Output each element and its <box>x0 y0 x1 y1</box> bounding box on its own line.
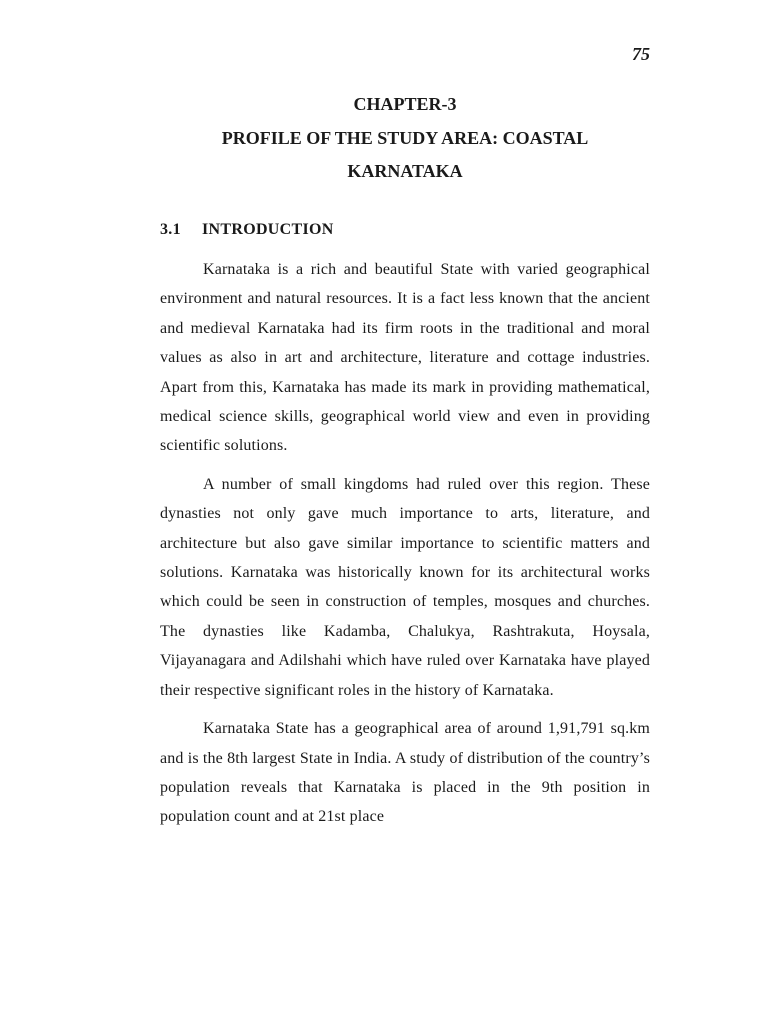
paragraph-3: Karnataka State has a geographical area of around 1,91,791 sq.km and is the 8th largest State in India. A study of distribution of the country’s population reveals that Karnataka is placed in the 9th position in population count and at 21st place <box>160 720 650 826</box>
chapter-title-line-1: PROFILE OF THE STUDY AREA: COASTAL <box>221 127 589 148</box>
paragraph-2: A number of small kingdoms had ruled over this region. These dynasties not only gave much importance to arts, literature, and architecture but also gave similar importance to scientific matters and solutions. Karnataka was historically known for its architectural works which could be seen in construction of temples, mosques and churches. The dynasties like Kadamba, Chalukya, Rashtrakuta, Hoysala, Vijayanagara and Adilshahi which have ruled over Karnataka have played their respective significant roles in the history of Karnataka. <box>160 475 650 699</box>
section-number: 3.1 <box>160 221 181 238</box>
chapter-title-line-2: KARNATAKA <box>347 161 463 181</box>
page-number: 75 <box>632 44 650 64</box>
chapter-label: CHAPTER-3 <box>353 94 457 114</box>
section-title: INTRODUCTION <box>202 221 334 238</box>
body-text <box>160 255 650 841</box>
chapter-heading <box>160 88 650 189</box>
paragraph-1: Karnataka is a rich and beautiful State with varied geographical environment and natural resources. It is a fact less known that the ancient and medieval Karnataka had its firm roots in the traditional and moral values as also in art and architecture, literature and cottage industries. Apart from this, Karnataka has made its mark in providing mathematical, medical science skills, geographical world view and even in providing scientific solutions. <box>160 261 650 455</box>
section-heading <box>160 221 334 239</box>
